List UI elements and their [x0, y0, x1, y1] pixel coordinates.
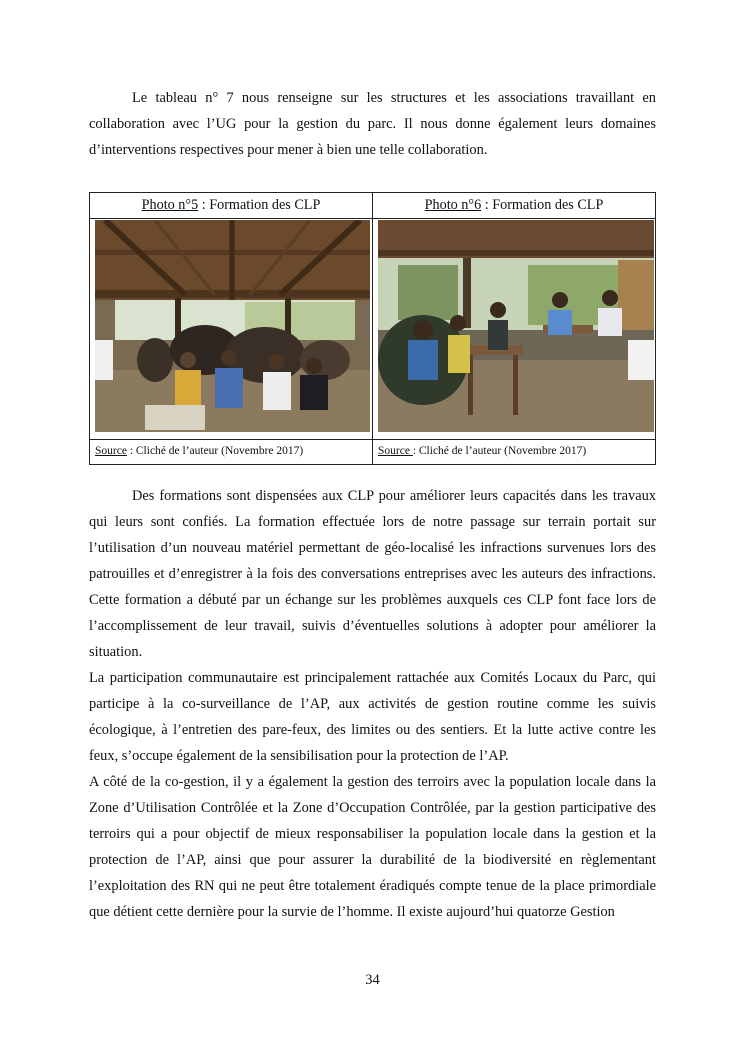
intro-paragraph: Le tableau n° 7 nous renseigne sur les structures et les associations travaillant en collaboration avec l’UG pour la gestion du parc. Il nous donne également leurs domaines d’interventions respectives pour mener à bien une telle collaboration. — [89, 90, 656, 158]
photo-6-source-text: : Cliché de l’auteur (Novembre 2017) — [412, 445, 587, 457]
photo-5-source-label: Source — [95, 445, 127, 457]
photo-table — [89, 192, 656, 465]
photo-6-title: : Formation des CLP — [481, 197, 604, 213]
formation-paragraph: Des formations sont dispensées aux CLP pour améliorer leurs capacités dans les travaux qui leurs sont confiés. La formation effectuée lors de notre passage sur terrain portait sur l’utilisation d’un nouveau matériel permettant de géo-localisé les infractions survenues lors des patrouilles et d’enregistrer à la fois des conversations entreprises avec les auteurs des infractions. Cette formation a débuté par un échange sur les problèmes auxquels ces CLP font face lors de l’accomplissement de leur travail, suivis d’éventuelles solutions à adopter pour améliorer la situation. — [89, 488, 656, 660]
participation-paragraph: La participation communautaire est principalement rattachée aux Comités Locaux du Parc, qui participe à la co-surveillance de l’AP, aux activités de gestion routine comme les suivis écologique, à l’entretien des pare-feux, des limites ou des sentiers. Et la lutte active contre les feux, s’occupe également de la sensibilisation pour la protection de l’AP. — [89, 670, 656, 764]
photo-6-label: Photo n°6 — [424, 197, 482, 213]
photo-5-cell — [90, 219, 373, 440]
page-number: 34 — [365, 972, 380, 988]
photo-6-source-label: Source — [378, 445, 413, 457]
photo-6-caption — [373, 193, 656, 219]
photo-5-caption — [90, 193, 373, 219]
photo-6-cell — [373, 219, 656, 440]
photo-5-image — [95, 220, 370, 432]
cogestion-paragraph: A côté de la co-gestion, il y a également la gestion des terroirs avec la population locale dans la Zone d’Utilisation Contrôlée et la Zone d’Occupation Contrôlée, par la gestion participative des terroirs qui a pour objectif de mieux responsabiliser la population locale dans la gestion et la protection de l’AP, ainsi que pour assurer la durabilité de la biodiversité en règlementant l’exploitation des RN qui ne peut être totalement éradiqués compte tenue de la place primordiale que détient cette dernière pour la survie de l’homme. Il existe aujourd’hui quatorze Gestion — [89, 774, 656, 920]
photo-5-title: : Formation des CLP — [198, 197, 321, 213]
photo-5-source — [90, 440, 373, 465]
photo-6-source — [373, 440, 656, 465]
photo-5-source-text: : Cliché de l’auteur (Novembre 2017) — [126, 445, 304, 457]
photo-5-label: Photo n°5 — [141, 197, 199, 213]
photo-6-image — [378, 220, 654, 432]
